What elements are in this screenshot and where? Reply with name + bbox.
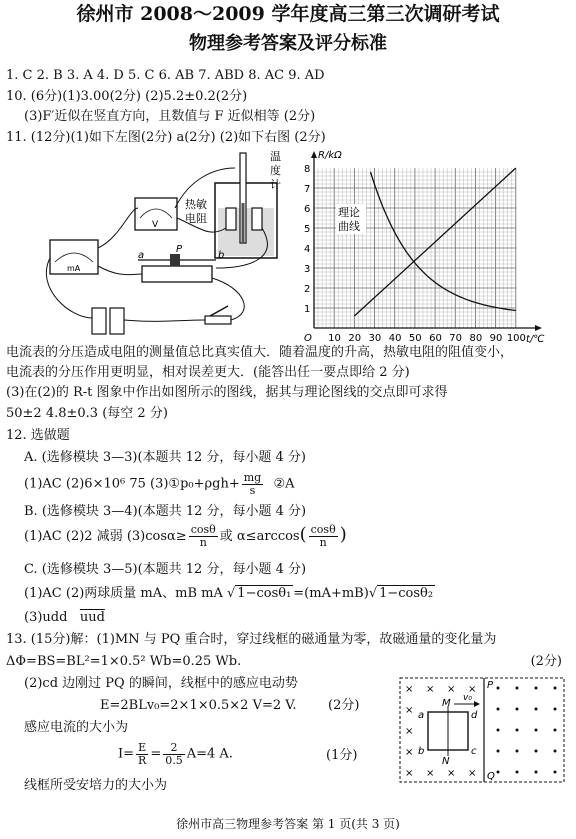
- battery-cell-1: [92, 308, 106, 334]
- x-axis-label: t/℃: [526, 334, 545, 343]
- q13-line1: 13. (15分)解：(1)MN 与 PQ 重合时，穿过线框的磁通量为零，故磁通量的变化量为: [6, 632, 497, 647]
- y-tick-label: 7: [304, 184, 311, 195]
- y-tick-label: 3: [304, 264, 311, 275]
- q13-score3: (1分): [326, 748, 358, 763]
- dot-mark: [497, 708, 500, 711]
- label-b: b: [218, 250, 225, 261]
- y-tick-label: 4: [304, 244, 311, 255]
- q12-b-frac1: $\frac{\cos\theta}{n}$: [190, 523, 216, 549]
- dot-mark: [516, 771, 519, 774]
- label-b: b: [418, 746, 425, 757]
- q12-b-frac2: $\frac{\cos\theta}{n}$: [310, 523, 336, 549]
- circuit-diagram: [30, 148, 295, 343]
- cross-mark: ×: [405, 747, 414, 758]
- field-boundary: [400, 678, 564, 782]
- q11-text3: (3)在(2)的 R-t 图象中作出如图所示的图线，据其与理论图线的交点即可求得: [6, 385, 448, 400]
- dot-mark: [554, 708, 557, 711]
- q12-c-line3: (3)udd $\overline{uud}$: [24, 610, 105, 625]
- dot-mark: [535, 729, 538, 732]
- x-tick-label: 90: [489, 333, 503, 343]
- rheostat: [142, 266, 212, 282]
- field-out-of-page: [497, 687, 557, 774]
- label-thermistor-1: 热敏: [185, 198, 207, 211]
- label-thermometer-1: 温: [270, 150, 281, 163]
- thermistor: [226, 208, 236, 230]
- q12-a-head: A. (选修模块 3—3)(本题共 12 分，每小题 4 分): [24, 450, 306, 465]
- q11-text2: 电流表的分压作用更明显，相对误差更大．(能答出任一要点即给 2 分): [6, 365, 410, 380]
- q10-line1: 10. (6分)(1)3.00(2分) (2)5.2±0.2(2分): [6, 89, 248, 104]
- q13-score2: (2分): [328, 698, 360, 713]
- y-tick-label: 6: [304, 204, 311, 215]
- dot-mark: [516, 708, 519, 711]
- origin-label: O: [304, 333, 312, 343]
- theory-label-1: 理论: [338, 206, 360, 219]
- dot-mark: [535, 687, 538, 690]
- dot-mark: [497, 771, 500, 774]
- cross-mark: ×: [447, 684, 456, 695]
- dot-mark: [516, 687, 519, 690]
- q12-a-frac: $\frac{mg}{s}$: [243, 471, 262, 497]
- q13-frac2: $\frac{2}{0.5}$: [165, 741, 183, 767]
- switch: [205, 316, 231, 324]
- label-v0: v₀: [463, 693, 472, 703]
- q10-line2: (3)F′近似在竖直方向，且数值与 F 近似相等 (2分): [24, 109, 316, 124]
- cross-mark: ×: [468, 768, 477, 779]
- cross-mark: ×: [405, 705, 414, 716]
- dot-mark: [554, 750, 557, 753]
- x-tick-label: 40: [388, 333, 402, 343]
- cross-mark: ×: [426, 684, 435, 695]
- x-tick-label: 60: [429, 333, 442, 343]
- x-tick-label: 20: [348, 333, 362, 343]
- label-Q: Q: [487, 771, 495, 782]
- q13-line2: ΔΦ=BS=BL²=1×0.5² Wb=0.25 Wb.: [6, 654, 242, 669]
- magnetic-field-figure: [398, 676, 568, 786]
- label-thermistor-2: 电阻: [185, 212, 207, 225]
- x-tick-label: 70: [449, 333, 463, 343]
- rt-graph: [300, 148, 562, 343]
- q12-c-head: C. (选修模块 3—5)(本题共 12 分，每小题 4 分): [24, 562, 307, 577]
- y-tick-label: 8: [304, 164, 311, 175]
- q12-a-answer: [24, 472, 295, 496]
- q12-a-post: ②A: [273, 476, 295, 492]
- label-P: P: [487, 680, 494, 691]
- x-tick-label: 10: [328, 333, 341, 343]
- q12-a-pre: (1)AC (2)6×10⁶ 75 (3)①p₀+ρgh+: [24, 476, 240, 492]
- battery-cell-2: [110, 308, 124, 334]
- q13-score1: (2分): [530, 654, 562, 669]
- x-tick-label: 30: [368, 333, 382, 343]
- ammeter-label: mA: [67, 264, 81, 273]
- label-d: d: [471, 710, 478, 721]
- q13-line3: (2)cd 边刚过 PQ 的瞬间，线框中的感应电动势: [24, 676, 298, 691]
- label-a: a: [418, 710, 425, 721]
- dot-mark: [535, 708, 538, 711]
- theory-label-2: 曲线: [338, 220, 360, 233]
- label-M: M: [442, 698, 451, 709]
- q12-c-answer: (1)AC (2)两球质量 mA、mB mA √ 1−cosθ₁ =(mA+mB)√ 1−cosθ₂: [24, 586, 434, 601]
- page-subtitle: 物理参考答案及评分标准: [189, 33, 387, 54]
- y-axis-label: R/kΩ: [318, 150, 342, 161]
- q13-line5: 感应电流的大小为: [24, 720, 129, 735]
- y-tick-label: 1: [304, 304, 311, 315]
- dot-mark: [497, 687, 500, 690]
- x-tick-label: 80: [469, 333, 483, 343]
- cross-mark: ×: [405, 768, 414, 779]
- x-tick-label: 50: [408, 333, 422, 343]
- q13-line6: 线框所受安培力的大小为: [24, 778, 168, 793]
- q12-b-answer: (1)AC (2)2 减弱 (3)cosα≥ $\frac{\cos\theta}{n}$ 或 α≤arccos( $\frac{\cos\theta}{n}$ ): [24, 523, 347, 549]
- cross-mark: ×: [426, 768, 435, 779]
- label-a: a: [138, 250, 145, 261]
- label-thermometer-3: 计: [270, 178, 281, 191]
- cross-mark: ×: [468, 684, 477, 695]
- cross-mark: ×: [405, 684, 414, 695]
- dot-mark: [554, 771, 557, 774]
- q11-text1: 电流表的分压造成电阻的测量值总比真实值大．随着温度的升高，热敏电阻的阻值变小，: [6, 345, 514, 360]
- q12-b-head: B. (选修模块 3—4)(本题共 12 分，每小题 4 分): [24, 504, 307, 519]
- label-c: c: [471, 746, 477, 757]
- page-title: 徐州市 2008～2009 学年度高三第三次调研考试: [76, 3, 500, 25]
- dot-mark: [516, 729, 519, 732]
- voltmeter-label: V: [152, 220, 159, 230]
- dot-mark: [535, 771, 538, 774]
- dot-mark: [497, 750, 500, 753]
- cross-mark: ×: [447, 768, 456, 779]
- cross-mark: ×: [405, 726, 414, 737]
- q11-intro: 11. (12分)(1)如下左图(2分) a(2分) (2)如下右图 (2分): [6, 130, 326, 145]
- q13-frac1: $\frac{E}{R}$: [138, 741, 147, 767]
- dot-mark: [497, 729, 500, 732]
- dot-mark: [554, 687, 557, 690]
- graph-grid: [314, 168, 516, 328]
- rheostat-slider: [170, 254, 180, 266]
- dot-mark: [516, 750, 519, 753]
- q13-line4: E=2BLv₀=2×1×0.5×2 V=2 V.: [100, 698, 297, 713]
- q13-eq-current: I= $\frac{E}{R}$ = $\frac{2}{0.5}$ A=4 A.: [118, 741, 233, 767]
- mc-answers: 1. C 2. B 3. A 4. D 5. C 6. AB 7. ABD 8. AC 9. AD: [6, 68, 325, 83]
- q11-text4: 50±2 4.8±0.3 (每空 2 分): [6, 406, 168, 421]
- x-tick-label: 100: [506, 333, 526, 343]
- label-N: N: [442, 756, 450, 767]
- page-footer: 徐州市高三物理参考答案 第 1 页(共 3 页): [176, 817, 400, 831]
- q12-title: 12. 选做题: [6, 428, 70, 443]
- y-tick-label: 2: [304, 284, 311, 295]
- y-tick-label: 5: [304, 224, 311, 235]
- label-thermometer-2: 度: [270, 164, 281, 177]
- label-p: P: [176, 244, 183, 255]
- dot-mark: [554, 729, 557, 732]
- dot-mark: [535, 750, 538, 753]
